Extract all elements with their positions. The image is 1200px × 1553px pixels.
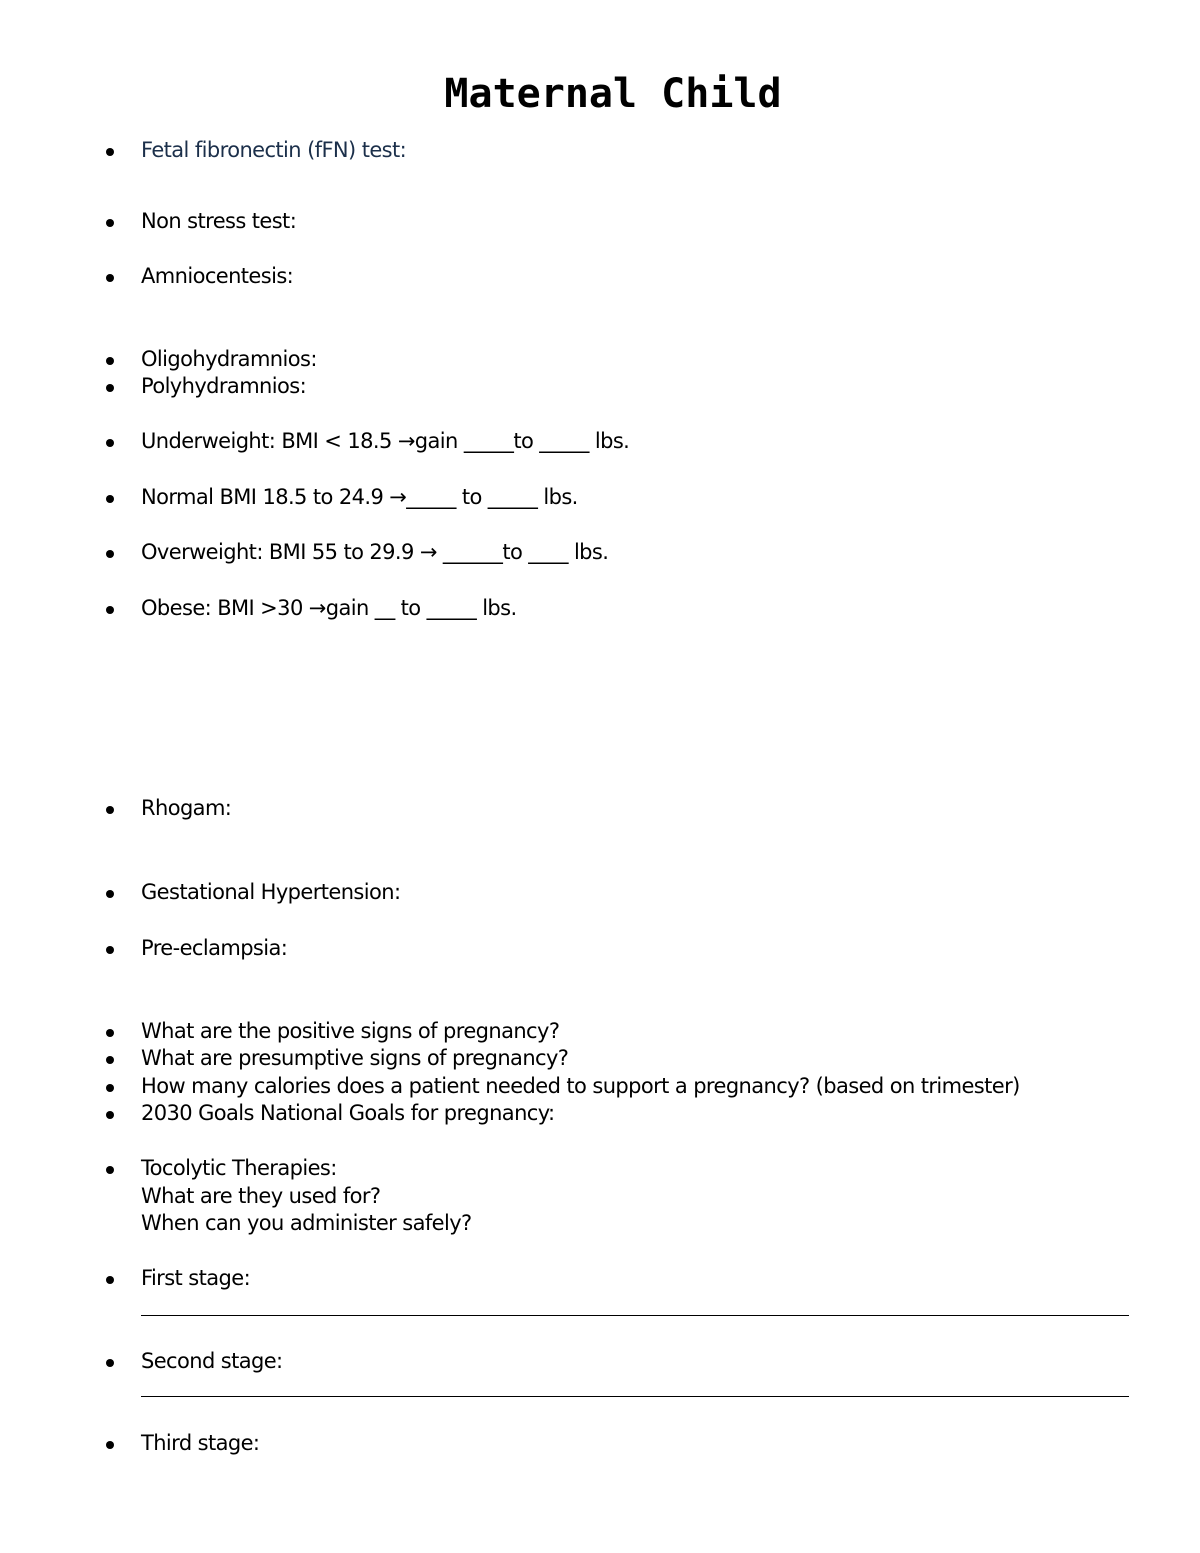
list-item-presumptive-signs bbox=[141, 1045, 568, 1073]
item-text: Pre-eclampsia: bbox=[141, 936, 288, 960]
list-item-goals-2030 bbox=[141, 1100, 555, 1128]
item-text: Second stage: bbox=[141, 1349, 283, 1373]
list-item-gestational-hypertension bbox=[141, 879, 400, 907]
item-text: Fetal fibronectin (fFN) test: bbox=[141, 138, 407, 162]
page-title: Maternal Child bbox=[444, 71, 782, 117]
list-item-polyhydramnios bbox=[141, 373, 306, 401]
item-text: Underweight: BMI < 18.5 →gain _____to _____ lbs. bbox=[141, 429, 630, 453]
item-text: Gestational Hypertension: bbox=[141, 880, 401, 904]
item-text: How many calories does a patient needed to support a pregnancy? (based on trimester) bbox=[141, 1074, 1020, 1098]
list-item-obese bbox=[141, 595, 517, 623]
answer-line-first-stage bbox=[141, 1315, 1129, 1316]
list-item-overweight bbox=[141, 539, 608, 567]
list-item-first-stage bbox=[141, 1265, 250, 1293]
list-item-normal-bmi bbox=[141, 484, 578, 512]
list-item-fetal-fibronectin bbox=[141, 137, 406, 165]
list-item-non-stress-test bbox=[141, 208, 296, 236]
item-text: 2030 Goals National Goals for pregnancy: bbox=[141, 1101, 555, 1125]
list-item-amniocentesis bbox=[141, 263, 293, 291]
item-text: Third stage: bbox=[141, 1431, 260, 1455]
item-text: What are presumptive signs of pregnancy? bbox=[141, 1046, 569, 1070]
item-text: Tocolytic Therapies: bbox=[141, 1156, 337, 1180]
answer-line-second-stage bbox=[141, 1396, 1129, 1397]
item-subtext: When can you administer safely? bbox=[141, 1211, 472, 1235]
list-item-positive-signs bbox=[141, 1018, 559, 1046]
list-item-third-stage bbox=[141, 1430, 259, 1458]
item-text: What are the positive signs of pregnancy? bbox=[141, 1019, 560, 1043]
list-item-underweight bbox=[141, 428, 629, 456]
list-item-second-stage bbox=[141, 1348, 283, 1376]
list-item-tocolytic-therapies bbox=[141, 1155, 472, 1238]
item-text: Overweight: BMI 55 to 29.9 → ______to ____ lbs. bbox=[141, 540, 609, 564]
list-item-rhogam bbox=[141, 795, 231, 823]
list-item-oligohydramnios bbox=[141, 346, 317, 374]
item-text: Polyhydramnios: bbox=[141, 374, 307, 398]
item-text: Amniocentesis: bbox=[141, 264, 294, 288]
item-text: Rhogam: bbox=[141, 796, 232, 820]
item-text: Non stress test: bbox=[141, 209, 297, 233]
item-text: First stage: bbox=[141, 1266, 251, 1290]
item-text: Obese: BMI >30 →gain __ to _____ lbs. bbox=[141, 596, 517, 620]
item-text: Oligohydramnios: bbox=[141, 347, 317, 371]
list-item-calories bbox=[141, 1073, 1020, 1101]
list-item-pre-eclampsia bbox=[141, 935, 287, 963]
item-text: Normal BMI 18.5 to 24.9 →_____ to _____ lbs. bbox=[141, 485, 578, 509]
item-subtext: What are they used for? bbox=[141, 1183, 381, 1208]
